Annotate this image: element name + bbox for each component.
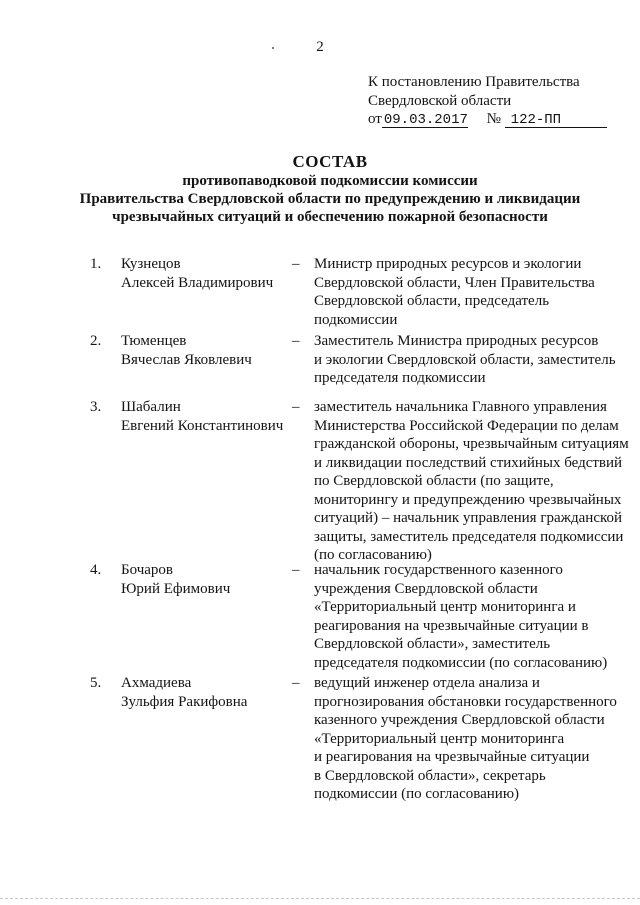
position-line: Заместитель Министра природных ресурсов: [314, 333, 599, 349]
position-line: ведущий инженер отдела анализа и: [314, 675, 540, 691]
attachment-header: [368, 73, 628, 129]
from-label: от: [368, 111, 382, 127]
position-line: учреждения Свердловской области: [314, 580, 538, 597]
position-line: и экологии Свердловской области, заместитель: [314, 351, 616, 368]
position-line: мониторингу и предупреждению чрезвычайных: [314, 491, 622, 508]
position-line: ситуаций) – начальник управления гражданской: [314, 510, 623, 526]
title-line: чрезвычайных ситуаций и обеспечению пожарной безопасности: [112, 209, 548, 225]
member-surname: Бочаров: [121, 562, 174, 578]
title-line: Правительства Свердловской области по предупреждению и ликвидации: [79, 191, 581, 207]
member-name: [121, 255, 291, 292]
title-main: СОСТАВ: [292, 152, 368, 171]
number-label: №: [486, 111, 501, 127]
member-given-name: Вячеслав Яковлевич: [121, 351, 252, 368]
member-number: 5.: [90, 675, 102, 691]
position-line: прогнозирования обстановки государственного: [314, 693, 617, 710]
scan-edge-line: [0, 898, 640, 899]
position-line: по Свердловской области (по защите,: [314, 473, 554, 489]
page-number: 2: [316, 39, 324, 55]
attachment-line-1: К постановлению Правительства: [368, 74, 580, 90]
attachment-date-number: [368, 110, 628, 129]
member-name: [121, 332, 291, 369]
position-line: подкомиссии: [314, 311, 398, 328]
position-line: подкомиссии (по согласованию): [314, 786, 520, 802]
member-surname: Тюменцев: [121, 333, 187, 349]
position-line: Министерства Российской Федерации по делам: [314, 417, 619, 434]
member-surname: Кузнецов: [121, 256, 181, 272]
member-number: 2.: [90, 333, 102, 349]
title-line: противопаводковой подкомиссии комиссии: [182, 173, 478, 189]
position-line: и реагирования на чрезвычайные ситуации: [314, 749, 590, 765]
attachment-line-2: Свердловской области: [368, 92, 512, 109]
member-position: [314, 255, 624, 329]
member-name: [121, 561, 291, 598]
member-number: 3.: [90, 399, 102, 415]
decree-date: 09.03.2017: [383, 112, 468, 128]
position-line: Свердловской области, Член Правительства: [314, 274, 595, 291]
position-line: председателя подкомиссии: [314, 370, 486, 386]
decree-number: 122-ПП: [505, 113, 607, 128]
member-given-name: Алексей Владимирович: [121, 274, 274, 291]
position-line: начальник государственного казенного: [314, 562, 563, 578]
position-line: и ликвидации последствий стихийных бедствий: [314, 454, 623, 471]
member-given-name: Зульфия Ракифовна: [121, 693, 248, 710]
position-line: гражданской обороны, чрезвычайным ситуациям: [314, 436, 629, 452]
member-dash: –: [292, 256, 300, 272]
document-title: [60, 152, 600, 226]
member-number: 1.: [90, 256, 102, 272]
position-line: заместитель начальника Главного управления: [314, 399, 607, 415]
position-line: казенного учреждения Свердловской области: [314, 712, 605, 728]
position-line: реагирования на чрезвычайные ситуации в: [314, 617, 589, 634]
member-given-name: Евгений Константинович: [121, 417, 284, 434]
position-line: председателя подкомиссии (по согласованию): [314, 654, 608, 671]
position-line: Министр природных ресурсов и экологии: [314, 256, 582, 272]
member-dash: –: [292, 675, 300, 691]
member-number: 4.: [90, 562, 102, 578]
member-name: [121, 398, 291, 435]
position-line: (по согласованию): [314, 547, 432, 563]
position-line: «Территориальный центр мониторинга: [314, 730, 565, 747]
position-line: «Территориальный центр мониторинга и: [314, 599, 576, 615]
member-given-name: Юрий Ефимович: [121, 580, 231, 597]
member-position: [314, 332, 624, 388]
member-dash: –: [292, 333, 300, 349]
position-line: в Свердловской области», секретарь: [314, 767, 546, 784]
position-line: Свердловской области», заместитель: [314, 636, 551, 652]
member-position: [314, 561, 624, 672]
position-line: защиты, заместитель председателя подкомиссии: [314, 528, 624, 545]
member-dash: –: [292, 399, 300, 415]
member-surname: Ахмадиева: [121, 675, 192, 691]
member-name: [121, 674, 291, 711]
member-position: [314, 674, 624, 804]
member-position: [314, 398, 629, 565]
member-surname: Шабалин: [121, 399, 181, 415]
position-line: Свердловской области, председатель: [314, 293, 550, 309]
member-dash: –: [292, 562, 300, 578]
